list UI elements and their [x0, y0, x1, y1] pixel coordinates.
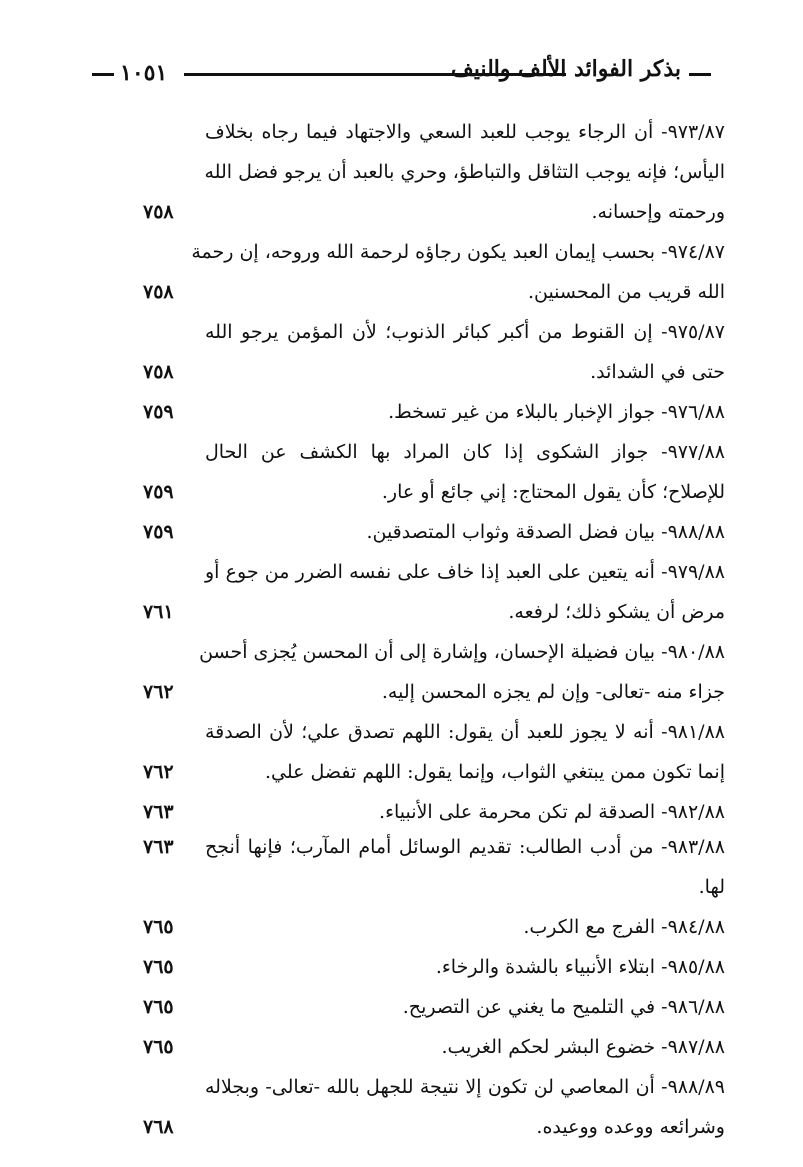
entry-page-ref: ٧٦٨: [143, 1116, 174, 1138]
entry-line: الله قريب من المحسنين.: [527, 281, 725, 303]
header-dash-left: [92, 73, 114, 76]
entry-line: حتى في الشدائد.: [590, 361, 725, 383]
entry-line: ٩٨٠/٨٨- بيان فضيلة الإحسان، وإشارة إلى أن المحسن يُجزى أحسن: [199, 641, 725, 663]
entry-page-ref: ٧٦٥: [143, 1036, 174, 1058]
entry-page-ref: ٧٥٨: [143, 201, 174, 223]
entry-page-ref: ٧٦٣: [143, 801, 174, 823]
entry-page-ref: ٧٥٨: [143, 281, 174, 303]
entry-line: ٩٨٤/٨٨- الفرج مع الكرب.: [523, 916, 725, 938]
entry-page-ref: ٧٥٩: [143, 481, 174, 503]
entry-line: إنما تكون ممن يبتغي الثواب، وإنما يقول: اللهم تفضل علي.: [264, 761, 725, 783]
entry-line: ٩٨٢/٨٨- الصدقة لم تكن محرمة على الأنبياء.: [379, 801, 725, 823]
entry-line: ٩٧٣/٨٧- أن الرجاء يوجب للعبد السعي والاجتهاد فيما رجاه بخلاف: [205, 121, 725, 143]
entry-line: ٩٨٣/٨٨- من أدب الطالب: تقديم الوسائل أمام المآرب؛ فإنها أنجح: [205, 836, 725, 858]
header-page-number: ١٠٥١: [120, 60, 168, 86]
entry-page-ref: ٧٦٢: [143, 761, 174, 783]
entry-line: للإصلاح؛ كأن يقول المحتاج: إني جائع أو عار.: [381, 481, 725, 503]
entry-line: لها.: [698, 876, 725, 898]
entry-line: ٩٨٧/٨٨- خضوع البشر لحكم الغريب.: [441, 1036, 725, 1058]
entry-page-ref: ٧٦٢: [143, 681, 174, 703]
entry-line: ٩٧٥/٨٧- إن القنوط من أكبر كبائر الذنوب؛ لأن المؤمن يرجو الله: [205, 321, 725, 343]
header-dash-right: [689, 73, 711, 76]
entry-page-ref: ٧٥٨: [143, 361, 174, 383]
entry-line: ٩٧٧/٨٨- جواز الشكوى إذا كان المراد بها الكشف عن الحال: [205, 441, 725, 463]
entry-line: مرض أن يشكو ذلك؛ لرفعه.: [508, 601, 725, 623]
entry-line: ٩٧٤/٨٧- بحسب إيمان العبد يكون رجاؤه لرحمة الله وروحه، إن رحمة: [191, 241, 725, 263]
header-title: بذكر الفوائد الألف والنيف: [451, 56, 681, 82]
entry-line: ٩٧٩/٨٨- أنه يتعين على العبد إذا خاف على نفسه الضرر من جوع أو: [205, 561, 725, 583]
entry-line: ٩٨٥/٨٨- ابتلاء الأنبياء بالشدة والرخاء.: [435, 956, 725, 978]
running-header: [92, 56, 711, 90]
entry-line: وشرائعه ووعده ووعيده.: [536, 1116, 725, 1138]
entry-page-ref: ٧٥٩: [143, 401, 174, 423]
entry-page-ref: ٧٦٥: [143, 916, 174, 938]
entry-line: اليأس؛ فإنه يوجب التثاقل والتباطؤ، وحري بالعبد أن يرجو فضل الله: [204, 161, 725, 183]
entry-line: ٩٨٦/٨٨- في التلميح ما يغني عن التصريح.: [402, 996, 725, 1018]
entry-page-ref: ٧٦٥: [143, 996, 174, 1018]
entry-line: ٩٨٨/٨٨- بيان فضل الصدقة وثواب المتصدقين.: [366, 521, 725, 543]
entry-line: ٩٨٨/٨٩- أن المعاصي لن تكون إلا نتيجة للجهل بالله -تعالى- وبجلاله: [205, 1076, 725, 1098]
entry-line: ورحمته وإحسانه.: [591, 201, 725, 223]
entry-line: ٩٧٦/٨٨- جواز الإخبار بالبلاء من غير تسخط.: [388, 401, 725, 423]
entry-line: ٩٨١/٨٨- أنه لا يجوز للعبد أن يقول: اللهم تصدق علي؛ لأن الصدقة: [205, 721, 725, 743]
entry-page-ref: ٧٦٣: [143, 836, 174, 858]
entry-page-ref: ٧٦٥: [143, 956, 174, 978]
entry-page-ref: ٧٥٩: [143, 521, 174, 543]
entry-page-ref: ٧٦١: [143, 601, 174, 623]
entry-line: جزاء منه -تعالى- وإن لم يجزه المحسن إليه.: [381, 681, 725, 703]
